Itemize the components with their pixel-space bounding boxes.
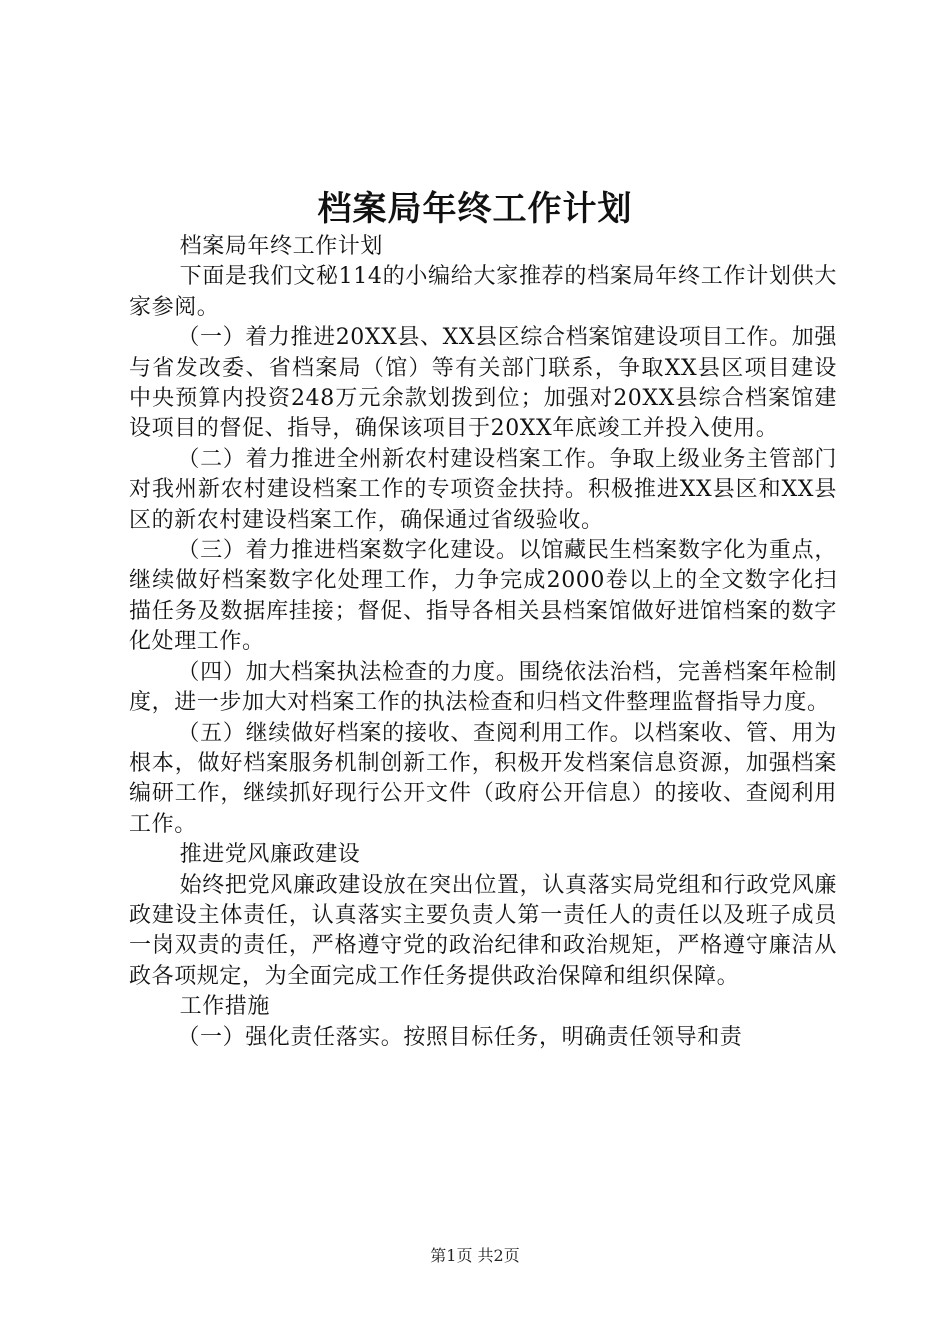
document-body <box>129 232 837 1053</box>
paragraph-item-1: （一）着力推进20XX县、XX县区综合档案馆建设项目工作。加强与省发改委、省档案局（馆）等有关部门联系，争取XX县区项目建设中央预算内投资248万元余款划拨到位；加强对20XX县综合档案馆建设项目的督促、指导，确保该项目于20XX年底竣工并投入使用。 <box>129 325 837 442</box>
section-heading-measures: 工作措施 <box>179 994 270 1020</box>
paragraph-item-4: （四）加大档案执法检查的力度。围绕依法治档，完善档案年检制度，进一步加大对档案工作的执法检查和归档文件整理监督指导力度。 <box>129 659 837 716</box>
section-heading-party: 推进党风廉政建设 <box>179 842 361 868</box>
paragraph-measure-1: （一）强化责任落实。按照目标任务，明确责任领导和责 <box>177 1024 743 1050</box>
document-title: 档案局年终工作计划 <box>317 189 633 229</box>
paragraph-item-2: （二）着力推进全州新农村建设档案工作。争取上级业务主管部门对我州新农村建设档案工作的专项资金扶持。积极推进XX县区和XX县区的新农村建设档案工作，确保通过省级验收。 <box>129 446 837 533</box>
paragraph-party: 始终把党风廉政建设放在突出位置，认真落实局党组和行政党风廉政建设主体责任，认真落实主要负责人第一责任人的责任以及班子成员一岗双责的责任，严格遵守党的政治纪律和政治规矩，严格遵守廉洁从政各项规定，为全面完成工作任务提供政治保障和组织保障。 <box>129 872 837 989</box>
paragraph-item-5: （五）继续做好档案的接收、查阅利用工作。以档案收、管、用为根本，做好档案服务机制创新工作，积极开发档案信息资源，加强档案编研工作，继续抓好现行公开文件（政府公开信息）的接收、查阅利用工作。 <box>129 720 837 837</box>
paragraph-intro: 下面是我们文秘114的小编给大家推荐的档案局年终工作计划供大家参阅。 <box>129 264 837 320</box>
paragraph-subtitle: 档案局年终工作计划 <box>179 234 383 259</box>
paragraph-item-3: （三）着力推进档案数字化建设。以馆藏民生档案数字化为重点，继续做好档案数字化处理工作，力争完成2000卷以上的全文数字化扫描任务及数据库挂接；督促、指导各相关县档案馆做好进馆档案的数字化处理工作。 <box>129 538 837 655</box>
page-number-footer: 第1页 共2页 <box>430 1246 520 1265</box>
